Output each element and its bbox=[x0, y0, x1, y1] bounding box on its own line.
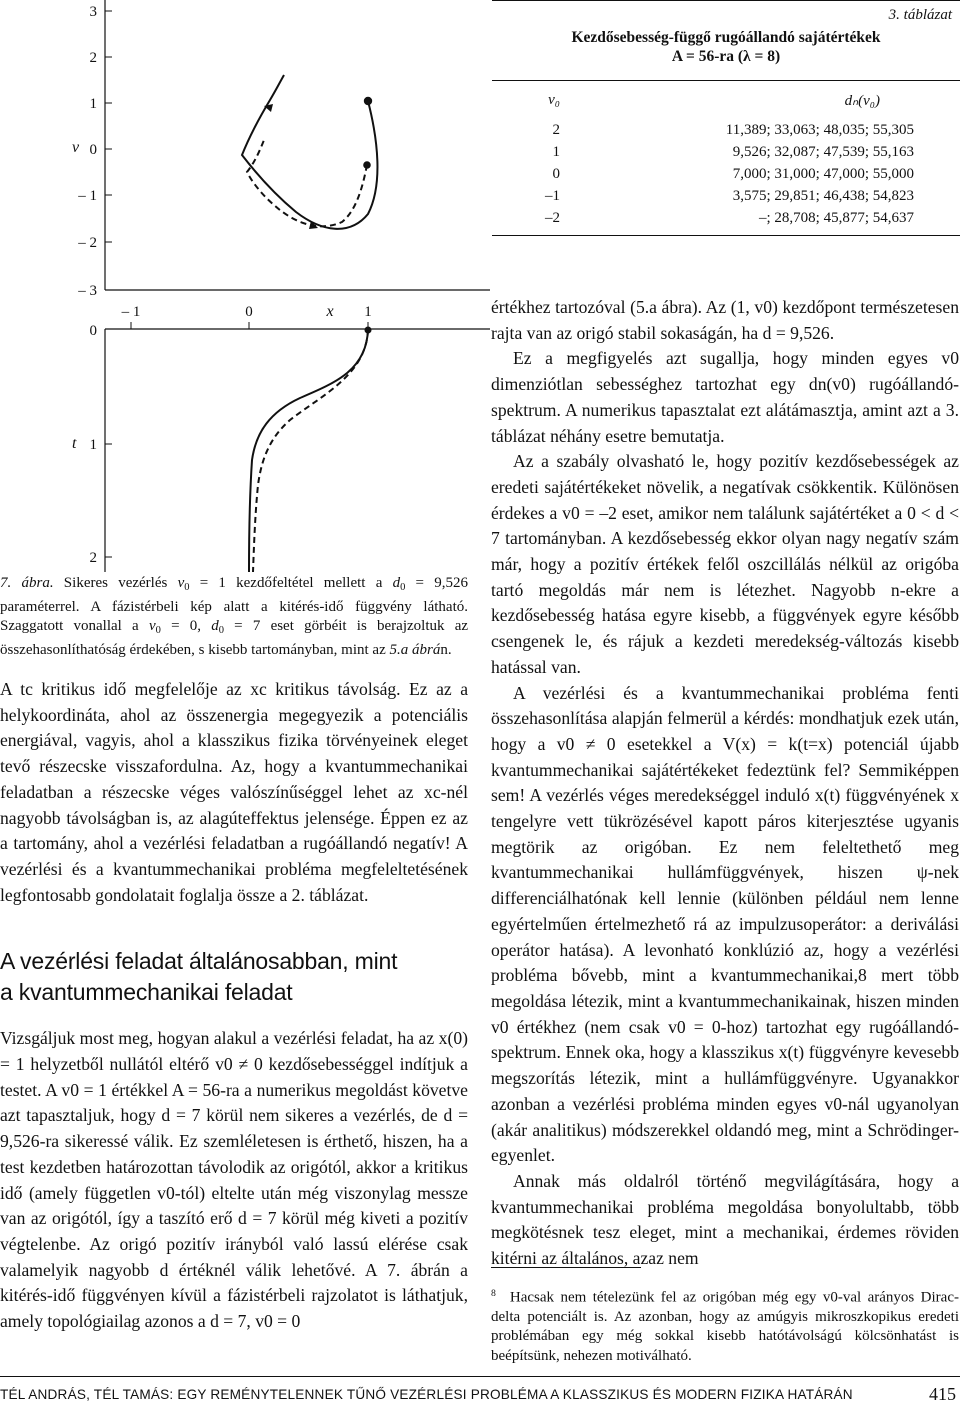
right-paragraph-2: Ez a megfigyelés azt sugallja, hogy minden egyes v0 dimenziótlan sebességhez tartozhat egy dn(v0) rugóállandó-spektrum. A numerikus tapasztalat ezt alátámasztja, amint azt a 3. táblázat néhány esetre bemutatja. bbox=[491, 348, 959, 446]
cell-v0: 2 bbox=[552, 121, 560, 138]
time-curve-dashed bbox=[253, 330, 368, 572]
cell-values: 9,526; 32,087; 47,539; 55,163 bbox=[732, 143, 914, 160]
table-label: 3. táblázat bbox=[888, 7, 952, 23]
table-header-row bbox=[492, 89, 960, 111]
phase-start-point-dashed bbox=[363, 161, 371, 169]
phase-y-tick-3: 3 bbox=[89, 4, 97, 20]
phase-curve-solid bbox=[242, 75, 377, 229]
cell-values: 3,575; 29,851; 46,438; 54,823 bbox=[732, 187, 914, 204]
time-y-tick-2: 2 bbox=[89, 550, 97, 566]
phase-y-tick-m3: – 3 bbox=[78, 283, 97, 299]
time-y-axis-label: t bbox=[72, 435, 77, 452]
left-paragraph-2: Vizsgáljuk most meg, hogyan alakul a vezérlési feladat, ha az x(0) = 1 helyzetből nullától eltérő v0 ≠ 0 kezdősebességgel indítjuk a testet. A v0 = 1 értékkel A = 56-ra a numerikus megoldást követve azt tapasztaljuk, hogy d = 7 körül nem sikeres a vezérlés, de d = 9,526-ra sikeressé válik. Ez szemléletesen is érthető, hiszen, ha a test kezdetben határozottan távolodik az origótól, akkor a kritikus idő (amely független v0-tól) eltelte után még viszonylag messze van az origótól, így a taszító erő d = 7 körül még kiveti a pozitív végtelenbe. Az origó pozitív irányból való lassú elérése csak valamelyik nagyobb d értéknél válik lehetővé. A 7. ábrán a kitérés-idő függvényen kívül a fázistérbeli rajzolatot is láthatjuk, amely topológiailag azonos a d = 7, v0 = 0 bbox=[0, 1028, 468, 1332]
table-top-rule bbox=[492, 0, 960, 1]
time-x-tick-1: 1 bbox=[364, 304, 372, 320]
time-plot bbox=[72, 303, 490, 572]
cell-v0: 1 bbox=[552, 143, 560, 160]
figure-caption: 7. ábra. Sikeres vezérlés $v_0 = 1$ kezdőfeltétel mellett a $d_0 = 9,526$ paraméterrel. A fázistérbeli kép alatt a kitérés-idő függvény látható. Szaggatott vonallal a $v_0 = 0$, $d_0 = 7$ eset görbéit is berajzoltuk az összehasonlíthatóság érdekében, s kisebb tartományban, mint az 5.a ábrán. bbox=[0, 575, 469, 658]
phase-y-tick-m1: – 1 bbox=[78, 188, 97, 204]
caption-label: 7. ábra. bbox=[0, 575, 54, 591]
time-y-tick-1: 1 bbox=[89, 437, 97, 453]
table-title-2: A = 56-ra (λ = 8) bbox=[671, 48, 781, 65]
right-paragraph-5: Annak más oldalról történő megvilágítására, hogy a kvantummechanikai probléma megoldása bonyolultabb, több megkötésnek tesz eleget, mint a mechanikai, érdemes röviden kitérni az általános, azaz nem bbox=[491, 1170, 959, 1269]
footnote-text: Hacsak nem tételezünk fel az origóban még egy v0-val arányos Dirac-delta potenciált is. Az azonban, hogy az amúgyis mikroszkopikus eredeti problémában egy még sokkal kisebb hatótávolságú kölcsönhatást is beépítsünk, nehezen motiválható. bbox=[491, 1289, 959, 1364]
table-3 bbox=[492, 0, 960, 236]
right-column bbox=[491, 295, 959, 1272]
cell-values: 7,000; 31,000; 47,000; 55,000 bbox=[732, 165, 914, 182]
running-title: TÉL ANDRÁS, TÉL TAMÁS: EGY REMÉNYTELENNEK TŰNŐ VEZÉRLÉSI PROBLÉMA A KLASSZIKUS ÉS MODERN FIZIKA HATÁRÁN bbox=[0, 1387, 853, 1402]
right-paragraph-3: Az a szabály olvasható le, hogy pozitív kezdősebességek az eredeti sajátértékeket növelik, a negatívak csökkentik. Különösen érdekes a v0 = –2 eset, amikor nem találunk sajátértéket a 0 < d < 7 tartományban. A kezdősebesség ekkor olyan nagy negatív szám már, hogy a pozitív értékek felől oszcillálás nélkül az origóba tartó megoldás már nem is létezhet. Nagyobb n-ekre a kezdősebesség hatása egyre kisebb, a függvények egyre később csengenek le, és rájuk a kezdeti meredekség-változás kisebb hatással van. bbox=[491, 451, 959, 677]
cell-v0: –1 bbox=[545, 187, 560, 204]
table-body bbox=[492, 89, 960, 229]
right-paragraph-4: A vezérlési és a kvantummechanikai probléma fenti összehasonlítása alapján felmerül a kérdés: mondhatjuk ezek után, hogy a v0 ≠ 0 esetekkel a V(x) = k(t=x) potenciál újabb kvantummechanikai sajátértékeket fedeztünk fel? Semmiképpen sem! A vezérlés véges meredekséggel induló x(t) függvényének x tengelyre vett tükrözésével kapott páros kiterjesztése ugyanis megtörik az origóban. Ez nem feleltethető meg kvantummechanikai hullámfüggvények, hiszen ψ-nek differenciálhatónak kell lennie (különben például nem lenne egyértelműen értelmezhető rá az impulzusoperátor: a deriválási operátor hatása). A levonható konklúzió az, hogy a vezérlési probléma bővebb, mint a kvantummechanikai,8 mert több megoldása létezik, mint a kvantummechanikainak, hiszen minden v0 értékhez (nem csak v0 = 0-hoz) tartozhat egy rugóállandó-spektrum. Ennek oka, hogy a klasszikus x(t) függvényre kevesebb megszorítás létezik, mint a hullámfüggvényre. Ugyanakkor azonban a vezérlési probléma minden egyes v0-nál ugyanolyan (akár analitikus) módszerekkel oldandó meg, mint a Schrödinger-egyenlet. bbox=[491, 682, 959, 1166]
footnote bbox=[491, 1284, 959, 1366]
table-title-1: Kezdősebesség-függő rugóállandó sajátértékek bbox=[571, 29, 881, 46]
table-row bbox=[492, 119, 960, 141]
phase-y-tick-m2: – 2 bbox=[78, 235, 97, 251]
col-dn-header: dₙ(v₀) bbox=[844, 92, 880, 109]
time-x-tick-m1: – 1 bbox=[121, 304, 141, 320]
section-heading bbox=[0, 946, 468, 1008]
caption-figure-ref: 5.a ábrá bbox=[389, 641, 441, 658]
time-x-tick-0: 0 bbox=[245, 304, 253, 320]
section-heading-line-2: a kvantummechanikai feladat bbox=[0, 979, 293, 1006]
table-row bbox=[492, 141, 960, 163]
cell-values: –; 28,708; 45,877; 54,637 bbox=[758, 209, 914, 226]
left-column bbox=[0, 677, 468, 1335]
time-x-axis-label: x bbox=[326, 303, 334, 320]
table-bottom-rule bbox=[492, 235, 960, 236]
table-row bbox=[492, 163, 960, 185]
table-row bbox=[492, 207, 960, 229]
phase-start-point-solid bbox=[364, 97, 372, 105]
table-mid-rule bbox=[492, 80, 960, 81]
figure-7 bbox=[0, 0, 490, 575]
left-paragraph-1: A tc kritikus idő megfelelője az xc kritikus távolság. Ez az a helykoordináta, ahol az összenergia megegyezik a potenciális energiával, vagyis, ahol a klasszikus fizika törvényeinek eleget tevő részecske visszafordulna. Az, hogy a kvantummechanikai feladatban a részecske véges valószínűséggel lehet az xc-nél nagyobb távolságban is, az alagúteffektus jelensége. Éppen ez az a tartomány, ahol a vezérlési feladatban a rugóállandó negatív! A vezérlési és a kvantummechanikai probléma megfeleltetésének legfontosabb gondolatait foglalja össze a 2. táblázat. bbox=[0, 679, 468, 905]
footnote-number: 8 bbox=[491, 1288, 496, 1299]
footnote-rule bbox=[491, 1267, 641, 1268]
cell-v0: 0 bbox=[552, 165, 560, 182]
cell-values: 11,389; 33,063; 48,035; 55,305 bbox=[725, 121, 914, 138]
right-paragraph-1: értékhez tartozóval (5.a ábra). Az (1, v0) kezdőpont természetesen rajta van az origó stabil sokaságán, ha d = 9,526. bbox=[491, 297, 959, 343]
phase-y-axis-label: v bbox=[72, 139, 80, 156]
table-row bbox=[492, 185, 960, 207]
footer-rule bbox=[0, 1376, 960, 1377]
phase-y-tick-1: 1 bbox=[89, 96, 97, 112]
time-y-tick-0: 0 bbox=[89, 323, 97, 339]
phase-plot bbox=[72, 0, 490, 299]
phase-y-tick-2: 2 bbox=[89, 50, 97, 66]
cell-v0: –2 bbox=[545, 209, 560, 226]
phase-y-tick-0: 0 bbox=[89, 142, 97, 158]
col-v0-header: v₀ bbox=[548, 91, 560, 108]
section-heading-line-1: A vezérlési feladat általánosabban, mint bbox=[0, 948, 398, 975]
page-number: 415 bbox=[929, 1384, 956, 1404]
